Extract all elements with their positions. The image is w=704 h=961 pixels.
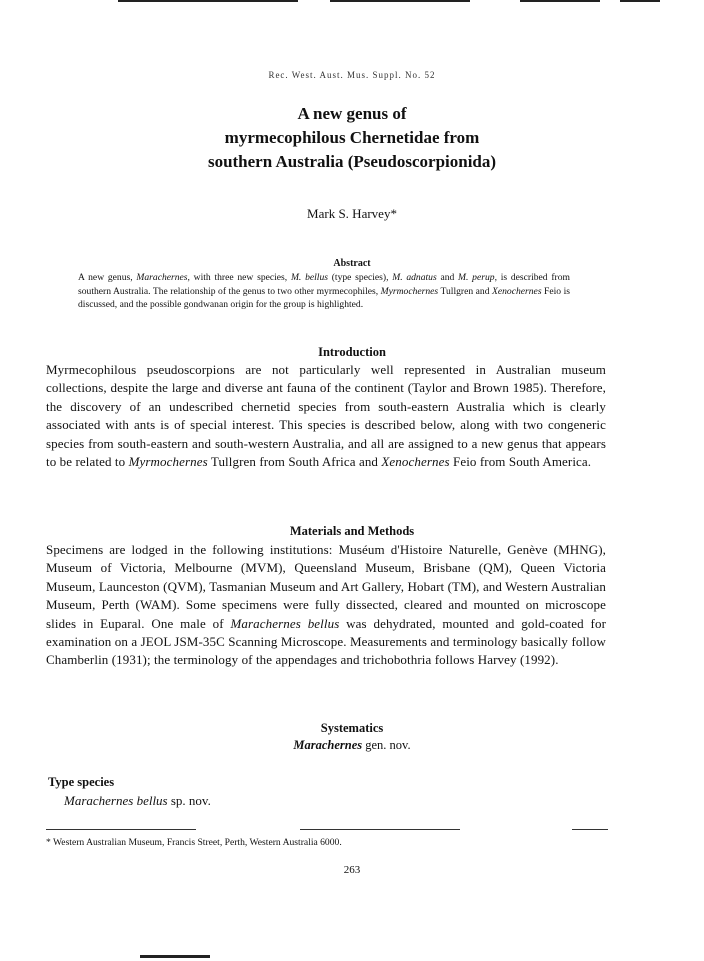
title-line: A new genus of [297, 104, 407, 123]
article-title [0, 102, 704, 174]
scan-edge-mark [620, 0, 660, 2]
scan-edge-mark [520, 0, 600, 2]
author-name: Mark S. Harvey* [307, 206, 397, 221]
footnote-rule [300, 829, 460, 830]
abstract-heading: Abstract [333, 258, 371, 269]
footnote-rule [572, 829, 608, 830]
type-species-name: Marachernes bellus sp. nov. [64, 793, 211, 808]
abstract-text: A new genus, Marachernes, with three new species, M. bellus (type species), M. adnatus and M. perup, is described from southern Australia. The relationship of the genus to two other myrmecophiles, Myrmochernes Tullgren and Xenochernes Feio is discussed, and the possible gondwanan origin for the group is highlighted. [78, 272, 570, 310]
systematics-heading: Systematics [320, 721, 384, 735]
footnote: * Western Australian Museum, Francis Street, Perth, Western Australia 6000. [46, 837, 342, 848]
methods-text: Specimens are lodged in the following institutions: Muséum d'Histoire Naturelle, Genève (MHNG), Museum of Victoria, Melbourne (MVM), Queensland Museum, Brisbane (QM), Queen Victoria Museum, Launceston (QVM), Tasmanian Museum and Art Gallery, Hobart (TM), and Western Australian Museum, Perth (WAM). Some specimens were fully dissected, cleared and mounted on microscope slides in Euparal. One male of Marachernes bellus was dehydrated, mounted and gold-coated for examination on a JEOL JSM-35C Scanning Microscope. Measurements and terminology basically follow Chamberlin (1931); the terminology of the appendages and trichobothria follows Harvey (1992). [46, 542, 606, 668]
running-head: Rec. West. Aust. Mus. Suppl. No. 52 [268, 70, 436, 80]
scan-edge-mark [330, 0, 470, 2]
footnote-rule [46, 829, 196, 830]
methods-heading: Materials and Methods [289, 524, 415, 538]
introduction-heading: Introduction [318, 345, 386, 359]
title-line: southern Australia (Pseudoscorpionida) [207, 152, 497, 171]
scan-edge-mark [118, 0, 298, 2]
title-line: myrmecophilous Chernetidae from [224, 128, 480, 147]
genus-heading: Marachernes gen. nov. [293, 738, 411, 752]
type-species-heading: Type species [48, 775, 115, 789]
introduction-text: Myrmecophilous pseudoscorpions are not particularly well represented in Australian museum collections, despite the large and diverse ant fauna of the continent (Taylor and Brown 1985). Therefore, the discovery of an undescribed chernetid species from south-eastern Australia which is clearly associated with ants is of special interest. This species is described below, along with two congeneric species from south-eastern and south-western Australia, and all are assigned to a new genus that appears to be related to Myrmochernes Tullgren from South Africa and Xenochernes Feio from South America. [46, 362, 606, 470]
scan-edge-mark [140, 955, 210, 958]
page-number: 263 [343, 864, 361, 876]
